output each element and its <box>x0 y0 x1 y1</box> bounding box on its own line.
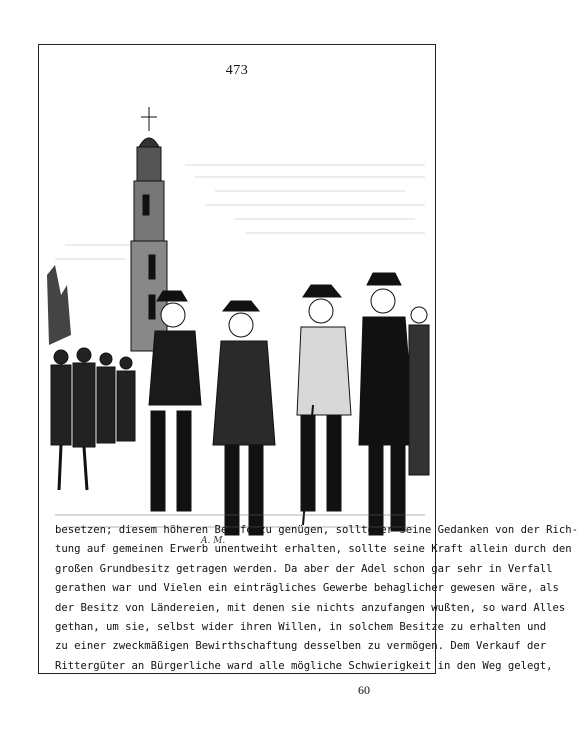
footer-sheet-number: 60 <box>358 683 370 697</box>
soldiers-background <box>51 348 135 490</box>
text-line: zu einer zweckmäßigen Bewirthschaftung desselben zu vermögen. Dem Verkauf der <box>55 640 547 653</box>
text-line: tung auf gemeinen Erwerb unentweiht erhalten, sollte seine Kraft allein durch den <box>55 543 572 556</box>
text-line: gerathen war und Vielen ein einträgliches Gewerbe behaglicher gewesen wäre, als <box>55 582 559 595</box>
text-line: gethan, um sie, selbst wider ihren Willen, in solchem Besitze zu erhalten und <box>55 621 547 634</box>
text-line: besetzen; diesem höheren Berufe zu genügen, sollte er seine Gedanken von der Rich- <box>55 524 578 536</box>
text-line: der Besitz von Ländereien, mit denen sie nichts anzufangen wußten, so ward Alles <box>55 601 566 614</box>
artist-signature: A. M. <box>201 536 226 546</box>
text-line: großen Grundbesitz getragen werden. Da aber der Adel schon gar sehr in Verfall <box>55 562 553 575</box>
page-number: 473 <box>225 63 249 78</box>
page-frame <box>38 44 578 674</box>
text-line: Rittergüter an Bürgerliche ward alle mögliche Schwierigkeit in den Weg gelegt, <box>55 659 553 672</box>
main-figures <box>149 273 429 535</box>
body-text <box>55 521 578 676</box>
tree-left <box>47 265 71 345</box>
